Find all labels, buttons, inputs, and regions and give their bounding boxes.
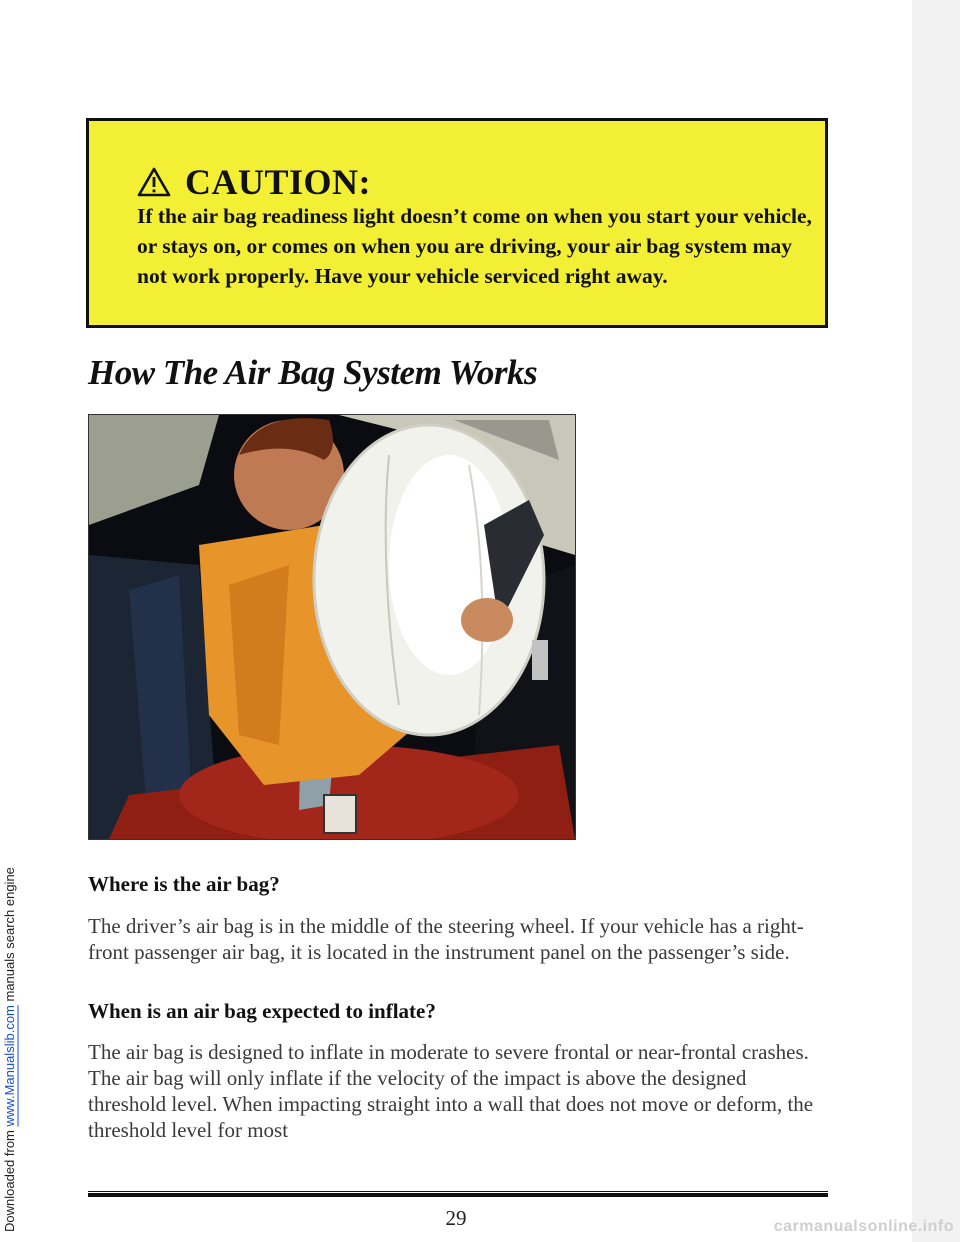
question-when: When is an air bag expected to inflate? (88, 999, 436, 1023)
manualslib-link[interactable]: www.Manualslib.com (2, 1005, 17, 1127)
answer-when: The air bag is designed to inflate in moderate to severe frontal or near-frontal crashes. The air bag will only inflate if the velocity of the impact is above the designed threshold level. When impacting straight into a wall that does not move or deform, the threshold level for most (88, 1040, 814, 1142)
answer-where: The driver’s air bag is in the middle of the steering wheel. If your vehicle has a right-front passenger air bag, it is located in the instrument panel on the passenger’s side. (88, 914, 804, 964)
question-where: Where is the air bag? (88, 872, 280, 896)
page-number: 29 (445, 1206, 467, 1230)
watermark-prefix: Downloaded from (2, 1126, 17, 1232)
caution-title (137, 161, 371, 203)
footer-rule-thin (88, 1191, 828, 1192)
airbag-illustration-svg (89, 415, 575, 839)
download-watermark (2, 752, 20, 1232)
caution-title-text: CAUTION: (185, 162, 372, 202)
caution-text: If the air bag readiness light doesn’t come on when you start your vehicle, or stays on, or comes on when you are driving, your air bag system may not work properly. Have your vehicle serviced right away. (137, 204, 812, 288)
page-edge (912, 0, 960, 1242)
section-heading: How The Air Bag System Works (88, 353, 538, 392)
airbag-deployment-illustration (88, 414, 576, 840)
watermark-suffix: manuals search engine (2, 867, 17, 1006)
footer-watermark: carmanualsonline.info (773, 1218, 954, 1235)
warning-triangle-icon (137, 167, 171, 197)
caution-box (86, 118, 828, 328)
footer-rule (88, 1193, 828, 1197)
